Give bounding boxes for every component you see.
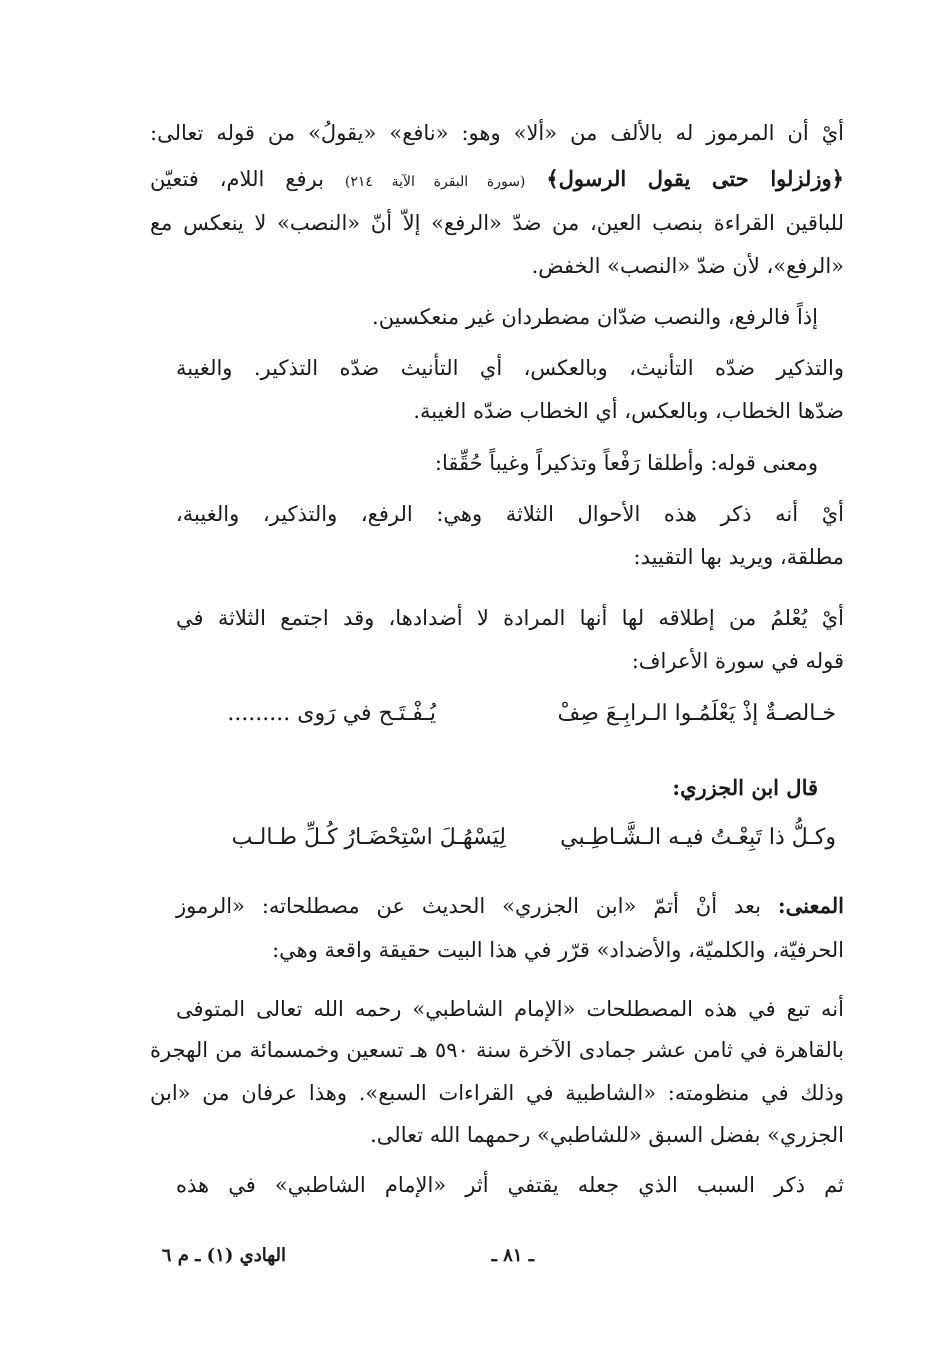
section-heading: قال ابن الجزري:: [672, 775, 818, 800]
text-line: للباقين القراءة بنصب العين، من ضدّ «الرفع» إلاّ أنّ «النصب» لا ينعكس مع: [150, 211, 844, 235]
text-line: الجزري» بفضل السبق «للشاطبي» رحمهما الله تعالى.: [370, 1123, 844, 1147]
verse-hemistich-left: يُـفْـتَـح في رَوى .........: [227, 701, 436, 726]
quran-reference: (سورة البقرة الآية ٢١٤): [344, 174, 526, 190]
text-fragment: بعد أنْ أتمّ «ابن الجزري» الحديث عن مصطلحاته: «الرموز: [176, 894, 761, 918]
text-line: أيْ يُعْلمُ من إطلاقه لها أنها المرادة لا أضدادها، وقد اجتمع الثلاثة في: [176, 606, 844, 630]
text-line: مطلقة، ويريد بها التقييد:: [633, 545, 844, 569]
text-line: ثم ذكر السبب الذي جعله يقتفي أثر «الإمام الشاطبي» في هذه: [176, 1173, 844, 1197]
text-line: أنه تبع في هذه المصطلحات «الإمام الشاطبي» رحمه الله تعالى المتوفى: [176, 997, 844, 1021]
text-line: الحرفيّة، والكلميّة، والأضداد» قرّر في هذا البيت حقيقة واقعة وهي:: [272, 938, 844, 962]
text-line: أيْ أن المرموز له بالألف من «ألا» وهو: «نافع» «يقولُ» من قوله تعالى:: [150, 121, 844, 145]
text-line: وذلك في منظومته: «الشاطبية في القراءات السبع». وهذا عرفان من «ابن: [150, 1081, 844, 1105]
text-line: إذاً فالرفع، والنصب ضدّان مضطردان غير منعكسين.: [372, 305, 818, 329]
verse-hemistich-left: لِيَسْهُـلَ اسْتِحْضَـارُ كُـلِّ طـالـب: [231, 825, 506, 850]
text-line: [176, 891, 844, 921]
text-line: [150, 164, 844, 197]
signature-mark: الهادي (١) ـ م ٦: [161, 1245, 286, 1266]
text-line: ضدّها الخطاب، وبالعكس، أي الخطاب ضدّه الغيبة.: [413, 399, 844, 423]
text-line: ومعنى قوله: وأطلقا رَفْعاً وتذكيراً وغيباً حُقِّقا:: [434, 451, 818, 475]
text-fragment: برفع اللام، فتعيّن: [150, 167, 324, 191]
text-line: «الرفع»، لأن ضدّ «النصب» الخفض.: [531, 254, 844, 278]
verse-hemistich-right: وكـلُّ ذا تَبِعْـتُ فيـه الـشَّـاطِـبي: [560, 825, 836, 850]
term-label: المعنى:: [777, 893, 844, 918]
text-line: أيْ أنه ذكر هذه الأحوال الثلاثة وهي: الرفع، والتذكير، والغيبة،: [176, 502, 844, 526]
text-line: والتذكير ضدّه التأنيث، وبالعكس، أي التأنيث ضدّه التذكير. والغيبة: [176, 356, 844, 380]
quran-quote: ﴿وزلزلوا حتى يقول الرسول﴾: [546, 166, 844, 191]
text-line: بالقاهرة في ثامن عشر جمادى الآخرة سنة ٥٩٠ هـ تسعين وخمسمائة من الهجرة: [150, 1038, 844, 1062]
page-number: ـ ٨١ ـ: [491, 1245, 534, 1266]
verse-hemistich-right: خـالصـةٌ إذْ يَعْلَمُـوا الـرابِـعَ صِفْ: [557, 701, 836, 726]
text-line: قوله في سورة الأعراف:: [631, 649, 844, 673]
